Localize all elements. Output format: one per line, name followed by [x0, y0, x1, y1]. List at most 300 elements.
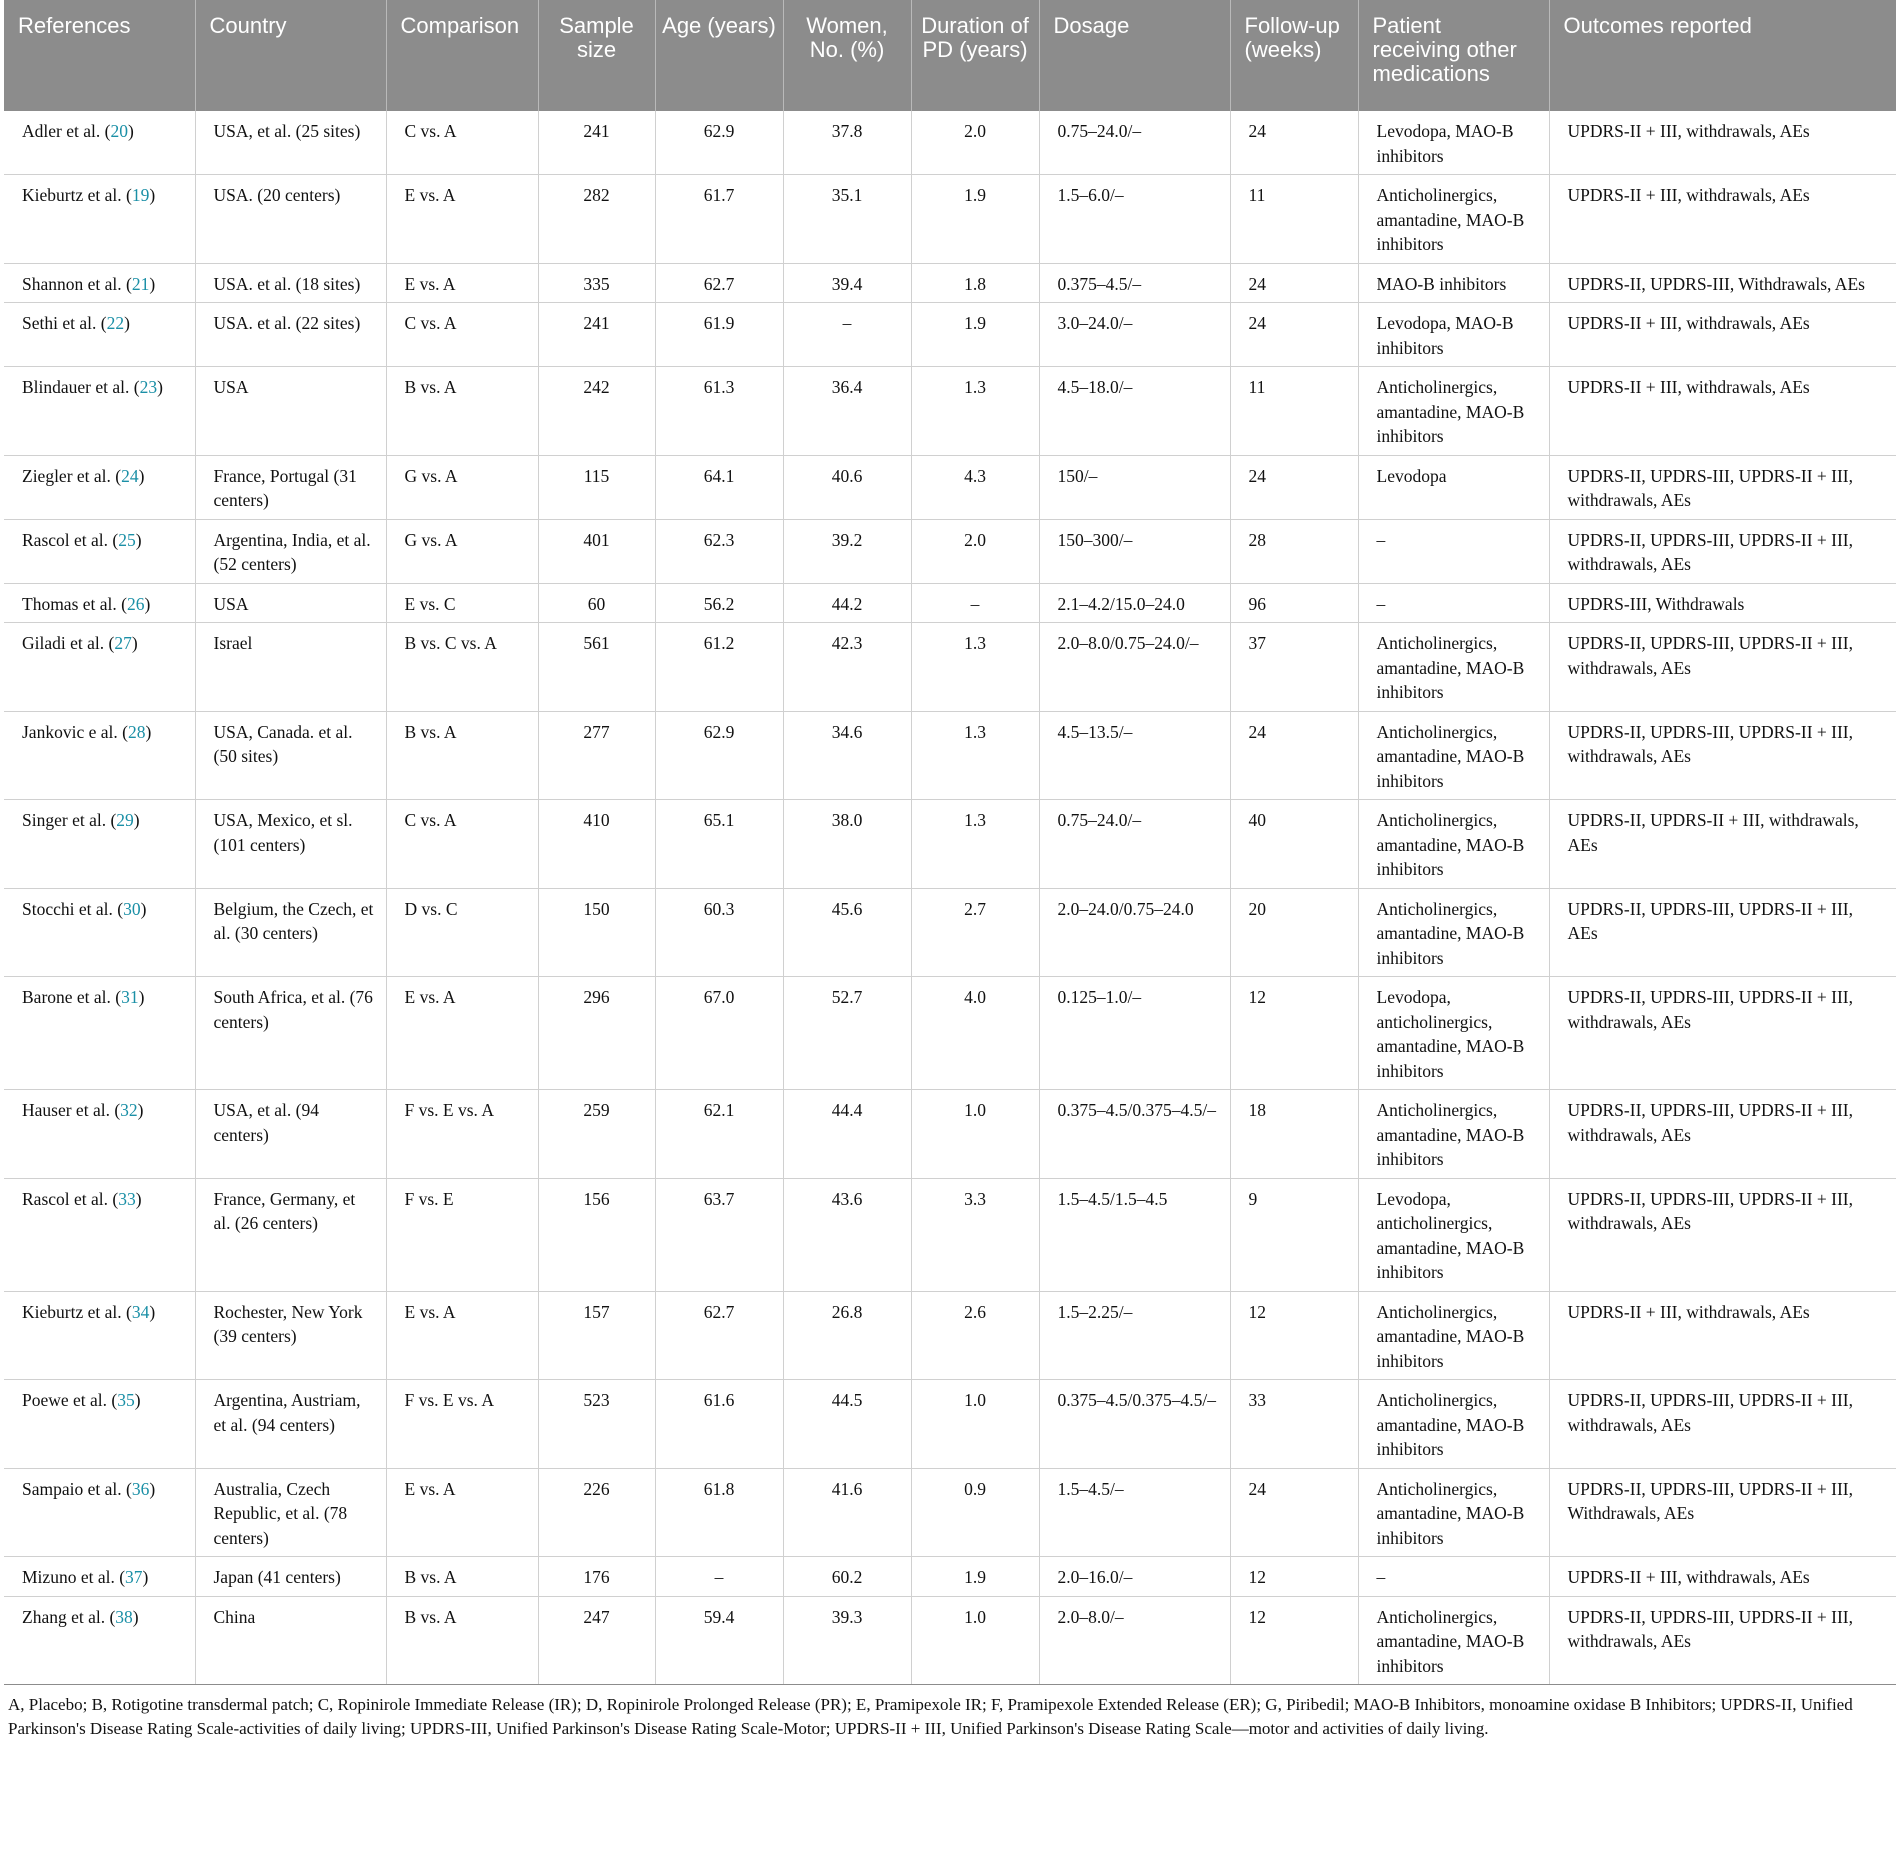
cell-dosage: 2.1–4.2/15.0–24.0: [1039, 583, 1230, 623]
cell-other-medications: Anticholinergics, amantadine, MAO-B inhibitors: [1358, 1596, 1549, 1685]
cell-country: USA: [195, 583, 386, 623]
cell-comparison: F vs. E vs. A: [386, 1090, 538, 1179]
cell-other-medications: Levodopa: [1358, 455, 1549, 519]
cell-country: Australia, Czech Republic, et al. (78 centers): [195, 1468, 386, 1557]
header-women: Women, No. (%): [783, 0, 911, 111]
cell-followup: 24: [1230, 111, 1358, 175]
cell-duration: 1.8: [911, 263, 1039, 303]
cell-followup: 96: [1230, 583, 1358, 623]
cell-women: 34.6: [783, 711, 911, 800]
reference-link[interactable]: 33: [118, 1188, 136, 1209]
cell-reference: [4, 455, 195, 519]
cell-duration: 1.3: [911, 623, 1039, 712]
cell-other-medications: Anticholinergics, amantadine, MAO-B inhibitors: [1358, 623, 1549, 712]
cell-duration: 2.6: [911, 1291, 1039, 1380]
header-duration: Duration of PD (years): [911, 0, 1039, 111]
cell-dosage: 1.5–2.25/–: [1039, 1291, 1230, 1380]
cell-comparison: G vs. A: [386, 455, 538, 519]
cell-duration: 1.0: [911, 1090, 1039, 1179]
reference-author: Sethi et al. (: [22, 313, 107, 333]
cell-sample-size: 241: [538, 111, 655, 175]
reference-close: ): [137, 1100, 144, 1120]
cell-sample-size: 410: [538, 800, 655, 889]
cell-country: USA, Mexico, et sl. (101 centers): [195, 800, 386, 889]
cell-followup: 11: [1230, 175, 1358, 264]
cell-sample-size: 296: [538, 977, 655, 1090]
cell-country: France, Germany, et al. (26 centers): [195, 1178, 386, 1291]
cell-outcomes: UPDRS-II, UPDRS-III, UPDRS-II + III, withdrawals, AEs: [1549, 1596, 1896, 1685]
cell-outcomes: UPDRS-II, UPDRS-II + III, withdrawals, AEs: [1549, 800, 1896, 889]
cell-reference: [4, 1596, 195, 1685]
cell-women: –: [783, 303, 911, 367]
cell-sample-size: 115: [538, 455, 655, 519]
cell-reference: [4, 1380, 195, 1469]
reference-author: Adler et al. (: [22, 121, 111, 141]
cell-duration: 1.9: [911, 303, 1039, 367]
cell-dosage: 2.0–24.0/0.75–24.0: [1039, 888, 1230, 977]
cell-age: 62.7: [655, 1291, 783, 1380]
table-body: [4, 111, 1896, 1685]
cell-dosage: 150/–: [1039, 455, 1230, 519]
reference-link[interactable]: 23: [139, 377, 158, 397]
reference-close: ): [149, 273, 156, 294]
cell-duration: 2.7: [911, 888, 1039, 977]
cell-outcomes: UPDRS-II + III, withdrawals, AEs: [1549, 175, 1896, 264]
cell-reference: [4, 800, 195, 889]
table-row: [4, 1178, 1896, 1291]
cell-other-medications: Anticholinergics, amantadine, MAO-B inhibitors: [1358, 800, 1549, 889]
cell-women: 36.4: [783, 367, 911, 456]
cell-age: 61.6: [655, 1380, 783, 1469]
cell-sample-size: 401: [538, 519, 655, 583]
reference-close: ): [144, 593, 151, 614]
cell-followup: 12: [1230, 1557, 1358, 1597]
cell-women: 26.8: [783, 1291, 911, 1380]
cell-comparison: E vs. A: [386, 175, 538, 264]
cell-reference: [4, 519, 195, 583]
reference-author: Singer et al. (: [22, 810, 117, 830]
cell-age: 63.7: [655, 1178, 783, 1291]
cell-women: 40.6: [783, 455, 911, 519]
reference-link[interactable]: 27: [114, 633, 132, 653]
cell-comparison: F vs. E: [386, 1178, 538, 1291]
cell-sample-size: 157: [538, 1291, 655, 1380]
cell-comparison: E vs. A: [386, 1468, 538, 1557]
cell-dosage: 4.5–18.0/–: [1039, 367, 1230, 456]
reference-close: ): [131, 633, 138, 653]
reference-author: Mizuno et al. (: [22, 1567, 126, 1587]
table-row: [4, 888, 1896, 977]
header-followup: Follow-up (weeks): [1230, 0, 1358, 111]
cell-age: 62.9: [655, 111, 783, 175]
cell-duration: –: [911, 583, 1039, 623]
cell-dosage: 0.75–24.0/–: [1039, 111, 1230, 175]
reference-link[interactable]: 38: [115, 1606, 133, 1627]
cell-country: Argentina, India, et al. (52 centers): [195, 519, 386, 583]
reference-author: Stocchi et al. (: [22, 898, 124, 919]
cell-sample-size: 150: [538, 888, 655, 977]
cell-duration: 4.3: [911, 455, 1039, 519]
cell-sample-size: 282: [538, 175, 655, 264]
cell-followup: 33: [1230, 1380, 1358, 1469]
reference-link[interactable]: 21: [131, 273, 150, 294]
cell-women: 44.2: [783, 583, 911, 623]
reference-close: ): [135, 1188, 142, 1209]
cell-women: 35.1: [783, 175, 911, 264]
cell-followup: 11: [1230, 367, 1358, 456]
cell-country: France, Portugal (31 centers): [195, 455, 386, 519]
cell-reference: [4, 1090, 195, 1179]
cell-age: 62.7: [655, 263, 783, 303]
study-characteristics-table: [4, 0, 1896, 1685]
cell-women: 52.7: [783, 977, 911, 1090]
cell-followup: 40: [1230, 800, 1358, 889]
cell-comparison: E vs. C: [386, 583, 538, 623]
header-row: [4, 0, 1896, 111]
cell-other-medications: Anticholinergics, amantadine, MAO-B inhibitors: [1358, 1090, 1549, 1179]
cell-outcomes: UPDRS-II, UPDRS-III, UPDRS-II + III, withdrawals, AEs: [1549, 519, 1896, 583]
cell-reference: [4, 1178, 195, 1291]
table-row: [4, 111, 1896, 175]
reference-link[interactable]: 25: [118, 529, 136, 550]
cell-age: 61.2: [655, 623, 783, 712]
cell-comparison: G vs. A: [386, 519, 538, 583]
cell-age: 64.1: [655, 455, 783, 519]
reference-link[interactable]: 35: [117, 1390, 135, 1410]
cell-country: USA. et al. (18 sites): [195, 263, 386, 303]
cell-age: 56.2: [655, 583, 783, 623]
table-row: [4, 263, 1896, 303]
reference-close: ): [124, 313, 130, 333]
cell-followup: 24: [1230, 303, 1358, 367]
reference-author: Shannon et al. (: [22, 273, 132, 294]
cell-outcomes: UPDRS-II + III, withdrawals, AEs: [1549, 1291, 1896, 1380]
cell-age: 67.0: [655, 977, 783, 1090]
reference-link[interactable]: 19: [131, 185, 150, 205]
cell-reference: [4, 303, 195, 367]
cell-comparison: F vs. E vs. A: [386, 1380, 538, 1469]
cell-reference: [4, 711, 195, 800]
cell-women: 45.6: [783, 888, 911, 977]
cell-women: 41.6: [783, 1468, 911, 1557]
reference-author: Sampaio et al. (: [22, 1478, 132, 1499]
table-row: [4, 367, 1896, 456]
cell-other-medications: Anticholinergics, amantadine, MAO-B inhibitors: [1358, 175, 1549, 264]
table-container: [4, 0, 1896, 1741]
cell-outcomes: UPDRS-II, UPDRS-III, UPDRS-II + III, withdrawals, AEs: [1549, 455, 1896, 519]
header-references: References: [4, 0, 195, 111]
cell-sample-size: 523: [538, 1380, 655, 1469]
cell-women: 39.4: [783, 263, 911, 303]
cell-sample-size: 561: [538, 623, 655, 712]
header-comparison: Comparison: [386, 0, 538, 111]
cell-women: 37.8: [783, 111, 911, 175]
cell-comparison: C vs. A: [386, 800, 538, 889]
cell-duration: 1.0: [911, 1596, 1039, 1685]
cell-country: USA. et al. (22 sites): [195, 303, 386, 367]
cell-comparison: E vs. A: [386, 1291, 538, 1380]
header-outcomes: Outcomes reported: [1549, 0, 1896, 111]
cell-outcomes: UPDRS-II, UPDRS-III, UPDRS-II + III, withdrawals, AEs: [1549, 977, 1896, 1090]
cell-other-medications: MAO-B inhibitors: [1358, 263, 1549, 303]
cell-followup: 28: [1230, 519, 1358, 583]
reference-author: Poewe et al. (: [22, 1390, 118, 1410]
table-row: [4, 977, 1896, 1090]
cell-other-medications: Anticholinergics, amantadine, MAO-B inhibitors: [1358, 367, 1549, 456]
cell-outcomes: UPDRS-II, UPDRS-III, Withdrawals, AEs: [1549, 263, 1896, 303]
reference-author: Barone et al. (: [22, 987, 122, 1007]
cell-age: 60.3: [655, 888, 783, 977]
cell-country: South Africa, et al. (76 centers): [195, 977, 386, 1090]
cell-dosage: 4.5–13.5/–: [1039, 711, 1230, 800]
reference-close: ): [132, 1606, 139, 1627]
cell-sample-size: 335: [538, 263, 655, 303]
cell-reference: [4, 583, 195, 623]
cell-followup: 12: [1230, 1596, 1358, 1685]
header-age: Age (years): [655, 0, 783, 111]
cell-country: Argentina, Austriam, et al. (94 centers): [195, 1380, 386, 1469]
cell-duration: 0.9: [911, 1468, 1039, 1557]
reference-close: ): [138, 465, 145, 486]
table-row: [4, 175, 1896, 264]
cell-duration: 1.3: [911, 711, 1039, 800]
cell-other-medications: Levodopa, MAO-B inhibitors: [1358, 111, 1549, 175]
cell-comparison: B vs. A: [386, 711, 538, 800]
table-row: [4, 303, 1896, 367]
cell-duration: 1.3: [911, 800, 1039, 889]
cell-duration: 2.0: [911, 111, 1039, 175]
table-row: [4, 1090, 1896, 1179]
cell-women: 38.0: [783, 800, 911, 889]
cell-women: 60.2: [783, 1557, 911, 1597]
reference-author: Thomas et al. (: [22, 593, 127, 614]
reference-close: ): [149, 1301, 156, 1322]
reference-close: ): [149, 1478, 156, 1499]
cell-followup: 37: [1230, 623, 1358, 712]
cell-outcomes: UPDRS-II, UPDRS-III, UPDRS-II + III, Withdrawals, AEs: [1549, 1468, 1896, 1557]
table-row: [4, 583, 1896, 623]
cell-sample-size: 277: [538, 711, 655, 800]
cell-other-medications: Anticholinergics, amantadine, MAO-B inhibitors: [1358, 711, 1549, 800]
cell-outcomes: UPDRS-II, UPDRS-III, UPDRS-II + III, AEs: [1549, 888, 1896, 977]
cell-reference: [4, 175, 195, 264]
cell-comparison: E vs. A: [386, 977, 538, 1090]
header-dosage: Dosage: [1039, 0, 1230, 111]
cell-other-medications: Levodopa, anticholinergics, amantadine, MAO-B inhibitors: [1358, 1178, 1549, 1291]
cell-women: 39.2: [783, 519, 911, 583]
header-sample-size: Sample size: [538, 0, 655, 111]
cell-dosage: 2.0–8.0/0.75–24.0/–: [1039, 623, 1230, 712]
reference-close: ): [127, 121, 134, 141]
reference-author: Blindauer et al. (: [22, 377, 140, 397]
cell-dosage: 0.375–4.5/0.375–4.5/–: [1039, 1090, 1230, 1179]
reference-link[interactable]: 29: [116, 810, 134, 830]
cell-dosage: 3.0–24.0/–: [1039, 303, 1230, 367]
cell-women: 39.3: [783, 1596, 911, 1685]
cell-sample-size: 226: [538, 1468, 655, 1557]
cell-age: 61.7: [655, 175, 783, 264]
cell-other-medications: Anticholinergics, amantadine, MAO-B inhibitors: [1358, 888, 1549, 977]
cell-duration: 4.0: [911, 977, 1039, 1090]
cell-country: USA, et al. (25 sites): [195, 111, 386, 175]
cell-dosage: 1.5–4.5/–: [1039, 1468, 1230, 1557]
cell-outcomes: UPDRS-II + III, withdrawals, AEs: [1549, 1557, 1896, 1597]
cell-comparison: B vs. C vs. A: [386, 623, 538, 712]
table-row: [4, 455, 1896, 519]
table-row: [4, 1291, 1896, 1380]
cell-reference: [4, 977, 195, 1090]
cell-other-medications: Anticholinergics, amantadine, MAO-B inhibitors: [1358, 1380, 1549, 1469]
cell-other-medications: –: [1358, 519, 1549, 583]
reference-link[interactable]: 32: [120, 1100, 138, 1120]
cell-women: 42.3: [783, 623, 911, 712]
cell-reference: [4, 263, 195, 303]
cell-reference: [4, 1557, 195, 1597]
cell-sample-size: 241: [538, 303, 655, 367]
cell-other-medications: Levodopa, MAO-B inhibitors: [1358, 303, 1549, 367]
cell-country: USA: [195, 367, 386, 456]
reference-link[interactable]: 30: [123, 898, 141, 919]
cell-duration: 1.3: [911, 367, 1039, 456]
reference-link[interactable]: 26: [126, 593, 145, 614]
reference-author: Zhang et al. (: [22, 1606, 116, 1627]
reference-author: Rascol et al. (: [22, 1188, 119, 1209]
cell-duration: 3.3: [911, 1178, 1039, 1291]
cell-followup: 12: [1230, 1291, 1358, 1380]
reference-author: Hauser et al. (: [22, 1100, 121, 1120]
cell-outcomes: UPDRS-III, Withdrawals: [1549, 583, 1896, 623]
cell-country: USA, Canada. et al. (50 sites): [195, 711, 386, 800]
cell-followup: 12: [1230, 977, 1358, 1090]
reference-close: ): [133, 810, 140, 830]
cell-followup: 9: [1230, 1178, 1358, 1291]
cell-country: USA, et al. (94 centers): [195, 1090, 386, 1179]
cell-outcomes: UPDRS-II + III, withdrawals, AEs: [1549, 367, 1896, 456]
table-row: [4, 1557, 1896, 1597]
cell-followup: 24: [1230, 1468, 1358, 1557]
cell-country: Japan (41 centers): [195, 1557, 386, 1597]
reference-close: ): [140, 898, 147, 919]
header-other-medications: Patient receiving other medications: [1358, 0, 1549, 111]
cell-followup: 24: [1230, 455, 1358, 519]
cell-other-medications: Anticholinergics, amantadine, MAO-B inhibitors: [1358, 1291, 1549, 1380]
cell-age: 61.3: [655, 367, 783, 456]
cell-dosage: 0.375–4.5/–: [1039, 263, 1230, 303]
reference-close: ): [134, 1390, 141, 1410]
cell-duration: 1.9: [911, 175, 1039, 264]
cell-dosage: 2.0–8.0/–: [1039, 1596, 1230, 1685]
cell-age: 62.1: [655, 1090, 783, 1179]
cell-dosage: 0.125–1.0/–: [1039, 977, 1230, 1090]
table-row: [4, 623, 1896, 712]
cell-country: Israel: [195, 623, 386, 712]
cell-comparison: C vs. A: [386, 303, 538, 367]
reference-link[interactable]: 28: [127, 721, 146, 742]
cell-comparison: B vs. A: [386, 1557, 538, 1597]
table-row: [4, 1596, 1896, 1685]
reference-link[interactable]: 22: [106, 313, 125, 333]
table-row: [4, 711, 1896, 800]
cell-followup: 18: [1230, 1090, 1358, 1179]
reference-author: Kieburtz et al. (: [22, 1301, 132, 1322]
cell-women: 44.5: [783, 1380, 911, 1469]
cell-age: –: [655, 1557, 783, 1597]
cell-sample-size: 247: [538, 1596, 655, 1685]
reference-link[interactable]: 31: [121, 987, 139, 1007]
cell-women: 44.4: [783, 1090, 911, 1179]
cell-reference: [4, 1291, 195, 1380]
reference-link[interactable]: 37: [125, 1567, 143, 1587]
cell-reference: [4, 367, 195, 456]
cell-outcomes: UPDRS-II, UPDRS-III, UPDRS-II + III, withdrawals, AEs: [1549, 1090, 1896, 1179]
cell-outcomes: UPDRS-II, UPDRS-III, UPDRS-II + III, withdrawals, AEs: [1549, 711, 1896, 800]
cell-age: 65.1: [655, 800, 783, 889]
cell-comparison: B vs. A: [386, 1596, 538, 1685]
cell-dosage: 1.5–6.0/–: [1039, 175, 1230, 264]
cell-country: Belgium, the Czech, et al. (30 centers): [195, 888, 386, 977]
cell-reference: [4, 1468, 195, 1557]
cell-followup: 24: [1230, 263, 1358, 303]
reference-close: ): [142, 1567, 149, 1587]
cell-dosage: 2.0–16.0/–: [1039, 1557, 1230, 1597]
reference-author: Kieburtz et al. (: [22, 185, 132, 205]
cell-outcomes: UPDRS-II, UPDRS-III, UPDRS-II + III, withdrawals, AEs: [1549, 623, 1896, 712]
cell-duration: 1.9: [911, 1557, 1039, 1597]
cell-reference: [4, 111, 195, 175]
cell-age: 61.8: [655, 1468, 783, 1557]
reference-close: ): [138, 987, 145, 1007]
reference-close: ): [135, 529, 142, 550]
header-country: Country: [195, 0, 386, 111]
cell-sample-size: 60: [538, 583, 655, 623]
reference-link[interactable]: 24: [121, 465, 139, 486]
cell-dosage: 150–300/–: [1039, 519, 1230, 583]
reference-link[interactable]: 20: [110, 121, 128, 141]
cell-reference: [4, 623, 195, 712]
reference-link[interactable]: 36: [131, 1478, 150, 1499]
cell-comparison: C vs. A: [386, 111, 538, 175]
cell-duration: 2.0: [911, 519, 1039, 583]
cell-age: 59.4: [655, 1596, 783, 1685]
cell-country: USA. (20 centers): [195, 175, 386, 264]
reference-close: ): [157, 377, 163, 397]
cell-other-medications: Anticholinergics, amantadine, MAO-B inhibitors: [1358, 1468, 1549, 1557]
cell-age: 62.3: [655, 519, 783, 583]
cell-outcomes: UPDRS-II, UPDRS-III, UPDRS-II + III, withdrawals, AEs: [1549, 1380, 1896, 1469]
reference-author: Rascol et al. (: [22, 529, 119, 550]
reference-author: Ziegler et al. (: [22, 465, 122, 486]
cell-age: 62.9: [655, 711, 783, 800]
cell-comparison: E vs. A: [386, 263, 538, 303]
cell-outcomes: UPDRS-II + III, withdrawals, AEs: [1549, 111, 1896, 175]
cell-sample-size: 156: [538, 1178, 655, 1291]
cell-dosage: 1.5–4.5/1.5–4.5: [1039, 1178, 1230, 1291]
reference-author: Jankovic e al. (: [22, 721, 128, 742]
table-row: [4, 800, 1896, 889]
cell-outcomes: UPDRS-II, UPDRS-III, UPDRS-II + III, withdrawals, AEs: [1549, 1178, 1896, 1291]
reference-close: ): [149, 185, 156, 205]
cell-followup: 24: [1230, 711, 1358, 800]
reference-close: ): [145, 721, 152, 742]
cell-outcomes: UPDRS-II + III, withdrawals, AEs: [1549, 303, 1896, 367]
table-row: [4, 1468, 1896, 1557]
cell-sample-size: 176: [538, 1557, 655, 1597]
cell-dosage: 0.375–4.5/0.375–4.5/–: [1039, 1380, 1230, 1469]
cell-other-medications: Levodopa, anticholinergics, amantadine, MAO-B inhibitors: [1358, 977, 1549, 1090]
reference-link[interactable]: 34: [131, 1301, 150, 1322]
cell-comparison: B vs. A: [386, 367, 538, 456]
cell-country: Rochester, New York (39 centers): [195, 1291, 386, 1380]
